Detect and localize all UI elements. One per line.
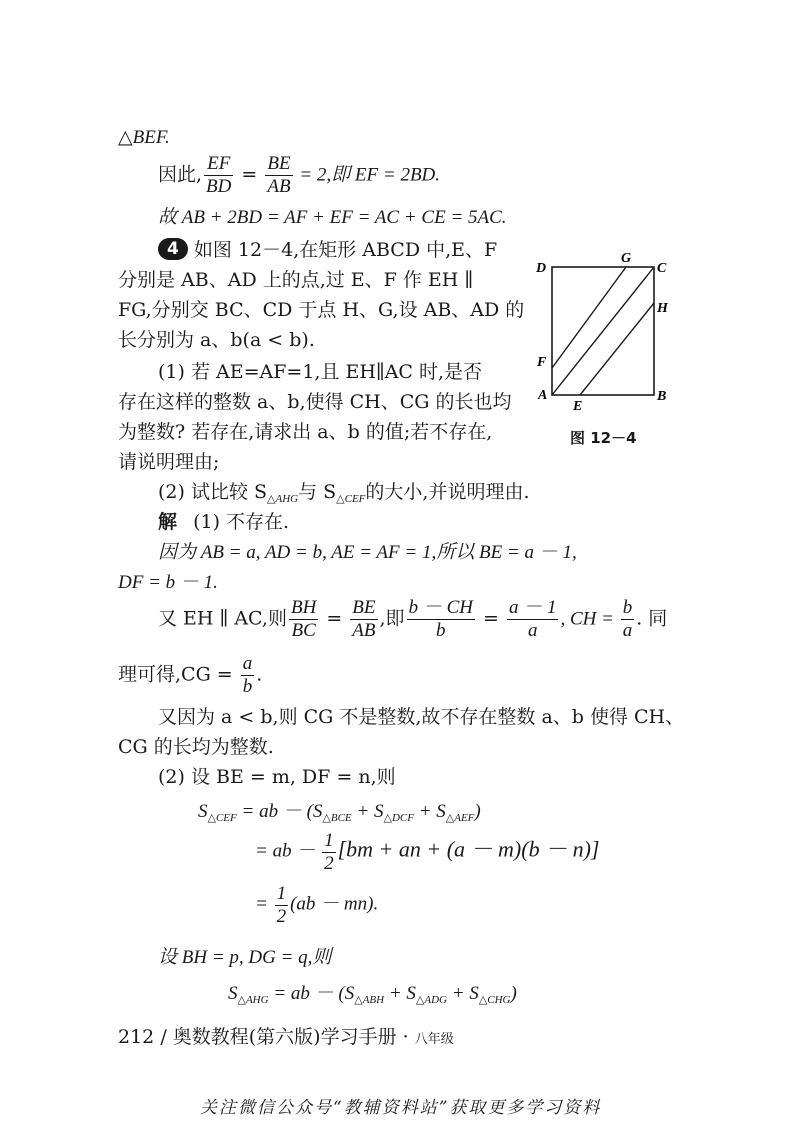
text-line-3 (158, 205, 507, 231)
label-g: G (621, 251, 632, 266)
line-text: FG,分别交 BC、CD 于点 H、G,设 AB、AD 的 (118, 299, 525, 321)
line-text: 理可得,CG = (118, 663, 239, 686)
line-text: (1) 若 AE=AF=1,且 EH∥AC 时,是否 (158, 361, 483, 383)
denominator: b (242, 675, 253, 697)
text-line-7 (118, 328, 315, 353)
line-text: ) (510, 983, 517, 1004)
page-number: 212 (118, 1026, 155, 1048)
label-c: C (657, 261, 667, 276)
fraction (322, 830, 336, 875)
denominator: 2 (324, 852, 334, 874)
label-b: B (657, 389, 667, 404)
line-text: = (255, 893, 273, 915)
numerator: BE (352, 597, 376, 618)
line-text: 请说明理由; (118, 451, 220, 473)
line-text: + S (446, 983, 479, 1004)
line-text: 分别是 AB、AD 上的点,过 E、F 作 EH ∥ (118, 269, 474, 291)
numerator: b － CH (408, 597, 473, 618)
line-text: + S (384, 983, 416, 1004)
line-text: 因为 AB = a, AD = b, AE = AF = 1,所以 BE = a － 1, (158, 542, 577, 563)
line-text: = ab － (255, 840, 321, 862)
line-text: . (256, 663, 263, 686)
figure-caption: 图 12－4 (570, 429, 637, 447)
text-line-18 (158, 705, 684, 730)
subscript: △ABH (354, 994, 385, 1006)
denominator: b (436, 619, 446, 641)
text-line-20 (158, 765, 396, 790)
line-text: 又因为 a < b,则 CG 不是整数,故不存在整数 a、b 使得 CH、 (158, 706, 685, 728)
line-text: = (476, 607, 505, 630)
subscript: △AHG (267, 493, 299, 505)
text-line-19 (118, 735, 274, 760)
text-line-8 (158, 360, 482, 385)
line-text: 长分别为 a、b(a < b). (118, 329, 315, 351)
denominator: a (622, 619, 633, 641)
grade-label: 八年级 (414, 1032, 454, 1047)
numerator: BE (267, 153, 291, 174)
line-text: = ab － (S (268, 983, 355, 1004)
line-text: = 2,即 EF = 2BD. (294, 164, 441, 186)
numerator: 1 (276, 883, 287, 904)
fraction (621, 597, 635, 642)
subscript: △AHG (237, 994, 269, 1006)
equation-line-23 (255, 883, 378, 928)
text-line-24 (158, 945, 331, 971)
segment-eh (580, 303, 654, 395)
line-text: CG 的长均为整数. (118, 736, 274, 758)
line-text: ) (474, 801, 481, 822)
text-line-16 (158, 597, 667, 642)
fraction (275, 883, 289, 928)
numerator: a － 1 (508, 597, 557, 618)
segment-fg (552, 267, 626, 368)
subscript: △AEF (445, 812, 475, 824)
numerator: 1 (324, 830, 334, 851)
fraction (241, 653, 255, 698)
book-title: / 奥数教程(第六版)学习手册 · (160, 1026, 409, 1048)
denominator: AB (267, 175, 291, 197)
text-line-1 (118, 125, 170, 151)
denominator: BD (206, 175, 232, 197)
line-text: = ab － (S (236, 801, 323, 822)
equation-line-22 (255, 830, 599, 875)
label-d: D (536, 261, 547, 276)
label-e: E (573, 399, 583, 414)
text-line-2 (158, 153, 440, 198)
line-text: 存在这样的整数 a、b,使得 CH、CG 的长也均 (118, 391, 512, 413)
line-text: + S (351, 801, 384, 822)
numerator: EF (204, 153, 233, 176)
label-h: H (657, 301, 668, 316)
equation-line-21 (198, 800, 481, 825)
line-text: [bm + an + (a － m)(b － n)] (337, 836, 600, 862)
line-text: , CH = (560, 608, 619, 630)
text-line-9 (118, 390, 511, 415)
text-line-14 (158, 540, 577, 566)
subscript: △CEF (336, 493, 366, 505)
subscript: △CEF (207, 812, 237, 824)
line-text: S (228, 983, 238, 1004)
line-text: 设 BH = p, DG = q,则 (158, 947, 332, 968)
page-footer (118, 1022, 454, 1049)
line-text: (2) 试比较 S (158, 481, 268, 503)
numerator: a (242, 653, 253, 674)
line-text: 如图 12－4,在矩形 ABCD 中,E、F (187, 239, 498, 261)
line-text: ,即 (379, 607, 405, 630)
numerator: b (622, 597, 633, 618)
line-text: △BEF. (118, 127, 170, 148)
line-text: (1) 不存在. (193, 511, 290, 533)
diagonal-ac (552, 267, 654, 395)
line-text: 与 S (298, 481, 337, 503)
line-text: DF = b － 1. (118, 572, 218, 593)
solution-label: 解 (158, 511, 178, 533)
fraction (507, 597, 559, 642)
subscript: △DCF (383, 812, 414, 824)
line-text: S (198, 801, 208, 822)
solution-header (158, 510, 289, 535)
fraction (350, 597, 377, 642)
denominator: BC (291, 619, 316, 641)
text-line-15 (118, 570, 218, 596)
text-line-12 (158, 480, 530, 506)
numerator: BH (290, 597, 317, 618)
fraction (265, 153, 292, 198)
equation-line-25 (228, 982, 517, 1007)
fraction (407, 597, 475, 642)
text-line-17 (118, 653, 262, 698)
line-text: = (320, 607, 349, 630)
subscript: △ADG (415, 994, 447, 1006)
subscript: △BCE (322, 812, 352, 824)
line-text: 因此, (158, 163, 203, 186)
subscript: △CHG (478, 994, 511, 1006)
line-text: . 同 (636, 607, 668, 630)
problem-4-header (158, 238, 497, 263)
label-f: F (537, 355, 547, 370)
line-text: 故 AB + 2BD = AF + EF = AC + CE = 5AC. (158, 207, 507, 228)
line-text: 的大小,并说明理由. (365, 481, 530, 503)
fraction (204, 153, 233, 198)
line-text: 又 EH ∥ AC,则 (158, 607, 287, 630)
text-line-10 (118, 420, 492, 445)
text-line-5 (118, 268, 473, 293)
text-line-6 (118, 298, 524, 323)
denominator: 2 (276, 905, 287, 927)
fraction (289, 597, 318, 642)
denominator: a (527, 619, 538, 641)
line-text: 为整数? 若存在,请求出 a、b 的值;若不存在, (118, 421, 493, 443)
denominator: AB (352, 619, 376, 641)
line-text: = (235, 163, 264, 186)
label-a: A (538, 388, 548, 403)
text-line-11 (118, 450, 219, 475)
problem-number-badge: 4 (158, 238, 188, 260)
line-text: (2) 设 BE = m, DF = n,则 (158, 766, 396, 788)
geometry-figure (530, 250, 700, 450)
watermark-text: 关注微信公众号“教辅资料站”获取更多学习资料 (200, 1098, 602, 1118)
line-text: (ab － mn). (290, 893, 379, 915)
line-text: + S (413, 801, 446, 822)
